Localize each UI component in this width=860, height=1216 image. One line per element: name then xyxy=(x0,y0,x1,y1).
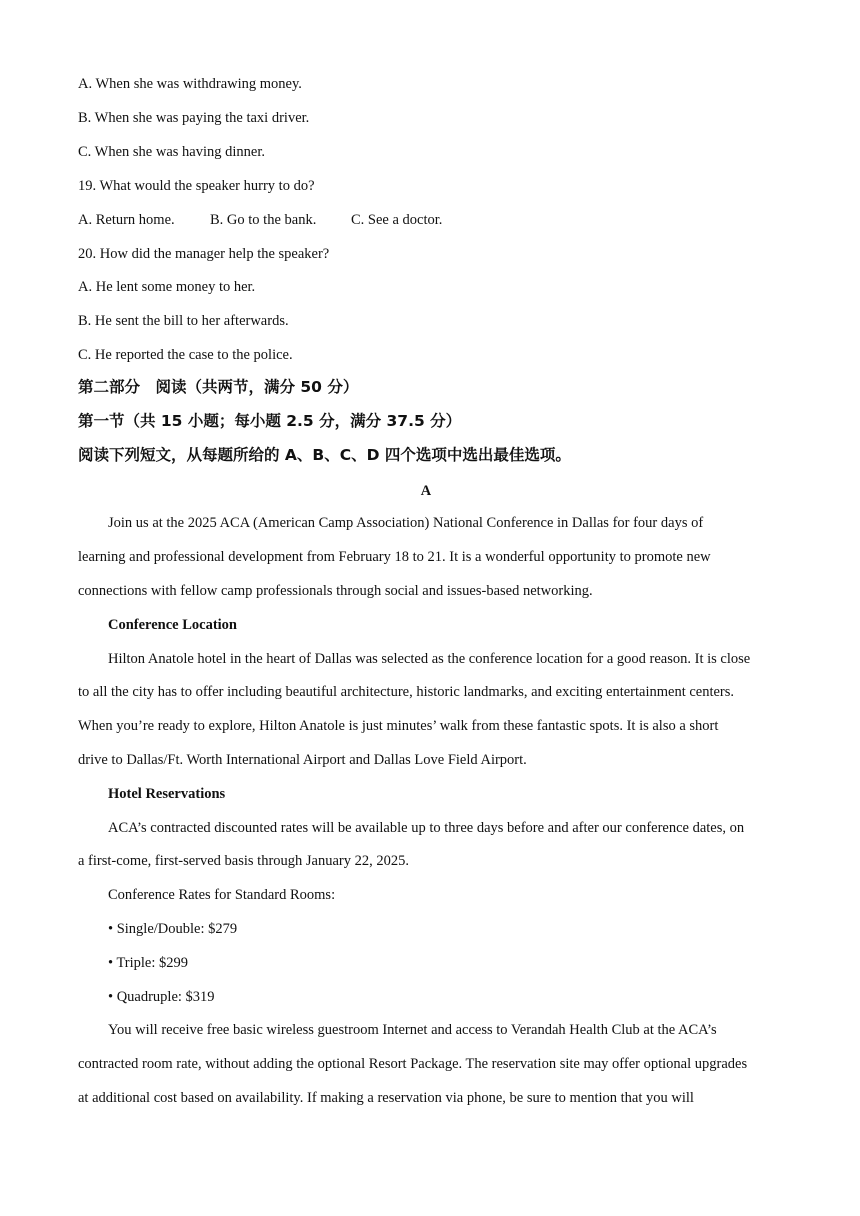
hotel-line: a first-come, first-served basis through January 22, 2025. xyxy=(78,853,410,869)
closing-line: at additional cost based on availability. If making a reservation via phone, be sure to mention that you will xyxy=(78,1090,694,1106)
q20-question: 20. How did the manager help the speaker? xyxy=(78,246,330,262)
rate-item: • Quadruple: $319 xyxy=(108,989,215,1005)
hotel-line: ACA’s contracted discounted rates will be available up to three days before and after our conference dates, on xyxy=(108,820,745,836)
q18-option-a: A. When she was withdrawing money. xyxy=(78,76,302,92)
hotel-heading: Hotel Reservations xyxy=(108,786,226,802)
closing-line: contracted room rate, without adding the optional Resort Package. The reservation site may offer optional upgrades xyxy=(78,1056,748,1072)
location-line: Hilton Anatole hotel in the heart of Dallas was selected as the conference location for a good reason. It is close xyxy=(108,651,751,667)
q18-option-b: B. When she was paying the taxi driver. xyxy=(78,110,310,126)
location-heading: Conference Location xyxy=(108,617,237,633)
intro-line: learning and professional development from February 18 to 21. It is a wonderful opportunity to promote new xyxy=(78,549,711,565)
reading-instruction: 阅读下列短文，从每题所给的 A、B、C、D 四个选项中选出最佳选项。 xyxy=(78,446,571,464)
q20-option-a: A. He lent some money to her. xyxy=(78,279,256,295)
intro-line: connections with fellow camp professionals through social and issues-based networking. xyxy=(78,583,593,599)
location-line: to all the city has to offer including beautiful architecture, historic landmarks, and exciting entertainment centers. xyxy=(78,684,735,700)
location-line: drive to Dallas/Ft. Worth International Airport and Dallas Love Field Airport. xyxy=(78,752,527,768)
location-line: When you’re ready to explore, Hilton Anatole is just minutes’ walk from these fantastic spots. It is also a short xyxy=(78,718,719,734)
passage-label: A xyxy=(420,483,432,499)
rate-item: • Single/Double: $279 xyxy=(108,921,238,937)
q19-option-a: A. Return home. xyxy=(78,212,175,228)
q20-option-c: C. He reported the case to the police. xyxy=(78,347,293,363)
q19-options xyxy=(78,211,442,229)
q19-question: 19. What would the speaker hurry to do? xyxy=(78,178,315,194)
section1-title: 第一节（共 15 小题；每小题 2.5 分，满分 37.5 分） xyxy=(78,412,462,430)
rate-item: • Triple: $299 xyxy=(108,955,189,971)
intro-line: Join us at the 2025 ACA (American Camp Association) National Conference in Dallas for four days of xyxy=(108,515,704,531)
rates-title: Conference Rates for Standard Rooms: xyxy=(108,887,336,903)
closing-line: You will receive free basic wireless guestroom Internet and access to Verandah Health Club at the ACA’s xyxy=(108,1022,717,1038)
q18-option-c: C. When she was having dinner. xyxy=(78,144,265,160)
q20-option-b: B. He sent the bill to her afterwards. xyxy=(78,313,289,329)
part2-title: 第二部分 阅读（共两节，满分 50 分） xyxy=(78,378,359,396)
q19-option-b: B. Go to the bank. xyxy=(210,212,317,228)
q19-option-c: C. See a doctor. xyxy=(351,212,443,228)
